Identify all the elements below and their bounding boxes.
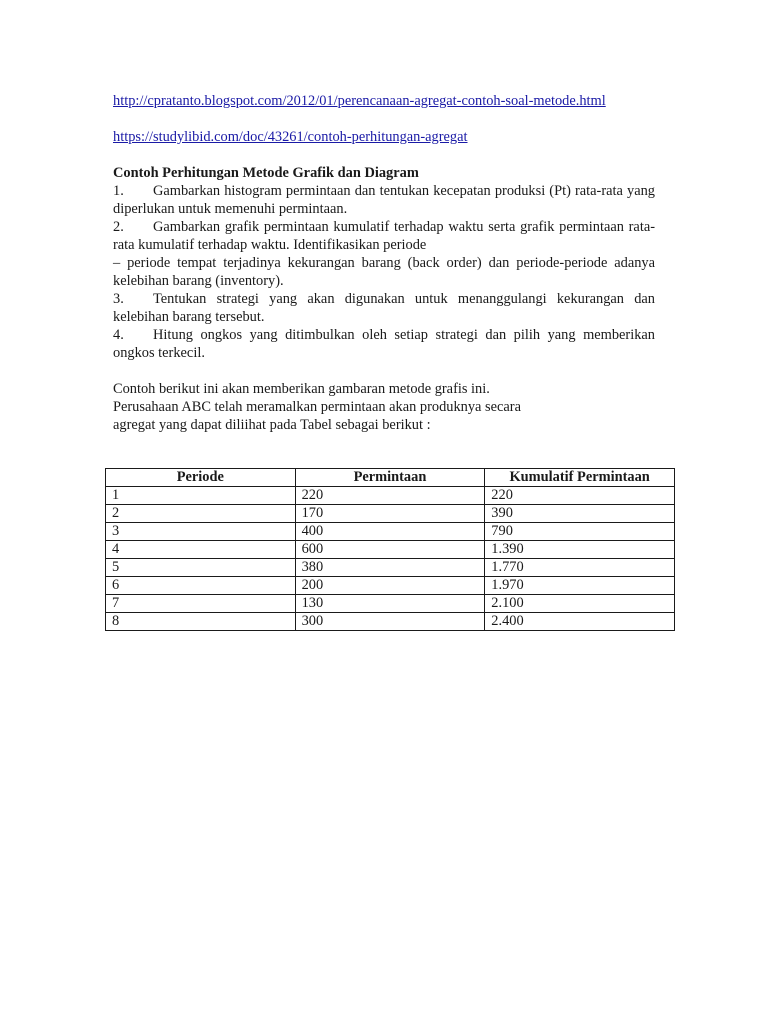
step-3 [113, 290, 655, 326]
table-row [106, 487, 675, 505]
step-4-number: 4. [113, 327, 124, 343]
section-heading: Contoh Perhitungan Metode Grafik dan Diagram [113, 165, 419, 181]
step-4 [113, 326, 655, 362]
table-row [106, 541, 675, 559]
cell-kumulatif: 1.970 [485, 577, 675, 595]
cell-periode: 5 [106, 559, 296, 577]
step-2-continuation: – periode tempat terjadinya kekurangan barang (back order) dan periode-periode adanya kelebihan barang (inventory). [113, 255, 655, 289]
cell-periode: 6 [106, 577, 296, 595]
cell-kumulatif: 2.400 [485, 613, 675, 631]
cell-periode: 1 [106, 487, 296, 505]
document-body [113, 92, 655, 434]
cell-kumulatif: 1.390 [485, 541, 675, 559]
step-3-text: Tentukan strategi yang akan digunakan untuk menanggulangi kekurangan dan kelebihan barang tersebut. [113, 291, 655, 325]
table-row [106, 559, 675, 577]
paragraph-spacer [113, 362, 655, 380]
step-2-text: Gambarkan grafik permintaan kumulatif terhadap waktu serta grafik permintaan rata-rata kumulatif terhadap waktu. Identifikasikan periode [113, 219, 655, 253]
reference-link-blogspot[interactable]: http://cpratanto.blogspot.com/2012/01/perencanaan-agregat-contoh-soal-metode.html [113, 93, 606, 109]
table-row [106, 505, 675, 523]
table-row [106, 523, 675, 541]
reference-link-studylibid[interactable]: https://studylibid.com/doc/43261/contoh-perhitungan-agregat [113, 129, 468, 145]
cell-periode: 4 [106, 541, 296, 559]
cell-kumulatif: 220 [485, 487, 675, 505]
cell-permintaan: 220 [295, 487, 485, 505]
header-kumulatif-permintaan: Kumulatif Permintaan [485, 469, 675, 487]
step-2 [113, 218, 655, 254]
cell-kumulatif: 2.100 [485, 595, 675, 613]
step-1-number: 1. [113, 183, 124, 199]
step-3-number: 3. [113, 291, 124, 307]
cell-permintaan: 300 [295, 613, 485, 631]
step-2-number: 2. [113, 219, 124, 235]
cell-periode: 2 [106, 505, 296, 523]
step-4-text: Hitung ongkos yang ditimbulkan oleh setiap strategi dan pilih yang memberikan ongkos terkecil. [113, 327, 655, 361]
cell-permintaan: 400 [295, 523, 485, 541]
table-row [106, 595, 675, 613]
header-periode: Periode [106, 469, 296, 487]
header-permintaan: Permintaan [295, 469, 485, 487]
cell-permintaan: 600 [295, 541, 485, 559]
cell-permintaan: 200 [295, 577, 485, 595]
table-row [106, 613, 675, 631]
cell-permintaan: 380 [295, 559, 485, 577]
cell-periode: 7 [106, 595, 296, 613]
cell-kumulatif: 390 [485, 505, 675, 523]
cell-kumulatif: 790 [485, 523, 675, 541]
cell-permintaan: 170 [295, 505, 485, 523]
table-header-row [106, 469, 675, 487]
demand-table [105, 468, 675, 631]
intro-line-3: agregat yang dapat diliihat pada Tabel sebagai berikut : [113, 417, 431, 433]
step-1-text: Gambarkan histogram permintaan dan tentukan kecepatan produksi (Pt) rata-rata yang diperlukan untuk memenuhi permintaan. [113, 183, 655, 217]
cell-permintaan: 130 [295, 595, 485, 613]
cell-periode: 8 [106, 613, 296, 631]
cell-periode: 3 [106, 523, 296, 541]
intro-line-1: Contoh berikut ini akan memberikan gambaran metode grafis ini. [113, 381, 490, 397]
step-1 [113, 182, 655, 218]
table-row [106, 577, 675, 595]
cell-kumulatif: 1.770 [485, 559, 675, 577]
intro-line-2: Perusahaan ABC telah meramalkan permintaan akan produknya secara [113, 399, 521, 415]
